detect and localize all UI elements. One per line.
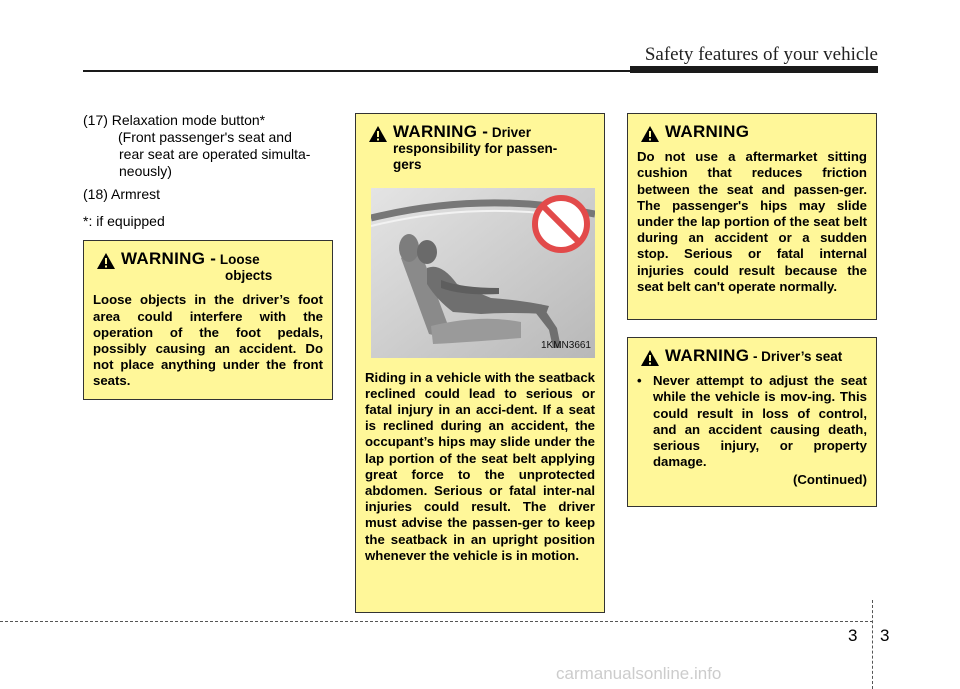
header-rule-accent (630, 66, 878, 73)
warning-text: Never attempt to adjust the seat while the vehicle is mov-ing. This could result in loss of control, and an accident causing death, serious injury, or property damage. (653, 373, 867, 470)
warning-subtitle: - Driver’s seat (752, 349, 843, 364)
warning-text: Do not use a aftermarket sitting cushion that reduces friction between the seat and passen-ger. The passenger's hips may slide under the lap portion of the seat belt during an accident or a sudden stop. Serious or fatal internal injuries could result because the seat belt can't operate normally. (637, 149, 867, 294)
warning-subtitle: Driver (491, 125, 531, 140)
intro-item-17: (17) Relaxation mode button* (83, 112, 266, 128)
warning-box-cushion (627, 113, 877, 320)
warning-label: WARNING (665, 122, 750, 141)
reclined-passenger-figure (371, 188, 595, 358)
footer-rule (0, 621, 873, 622)
page-number: 3 (880, 626, 890, 645)
continued-note: (Continued) (793, 472, 867, 488)
warning-box-driver-responsibility (355, 113, 605, 613)
warning-label: WARNING - (393, 122, 489, 141)
figure-id: 1KMN3661 (540, 340, 591, 352)
warning-heading (637, 124, 867, 141)
warning-heading (637, 348, 867, 365)
reclined-seat-illustration (371, 188, 595, 358)
warning-subtitle: Loose (219, 252, 260, 267)
warning-box-loose-objects (83, 240, 333, 400)
warning-triangle-icon (97, 253, 115, 269)
warning-text: Riding in a vehicle with the seatback reclined could lead to serious or fatal injury in an acci-dent. If a seat is reclined during an accident, the occupant’s hips may slide under the lap portion of the seat belt applying great force to the unprotected abdomen. Serious or fatal inter-nal injuries could result. The driver must advise the passen-ger to keep the seatback in an upright position whenever the vehicle is in motion. (365, 369, 595, 563)
watermark: carmanualsonline.info (556, 664, 722, 683)
warning-text: Loose objects in the driver’s foot area could interfere with the operation of the foot pedals, possibly causing an accident. Do not place anything under the front seats. (93, 292, 323, 389)
page-header-title: Safety features of your vehicle (644, 44, 878, 65)
intro-item-17-line2: (Front passenger's seat and (118, 129, 292, 145)
warning-triangle-icon (369, 126, 387, 142)
warning-box-drivers-seat (627, 337, 877, 507)
intro-item-17-line4: neously) (119, 163, 172, 179)
chapter-number: 3 (848, 626, 858, 645)
warning-triangle-icon (641, 126, 659, 142)
intro-footnote: *: if equipped (83, 213, 165, 229)
intro-list (83, 112, 343, 230)
warning-bullet-item (637, 373, 867, 470)
bullet-marker: • (637, 373, 642, 389)
warning-subtitle-line3: gers (393, 157, 422, 173)
intro-item-17-line3: rear seat are operated simulta- (119, 146, 311, 162)
warning-subtitle-line2: objects (225, 268, 273, 284)
warning-heading (93, 251, 323, 284)
intro-item-18: (18) Armrest (83, 186, 161, 202)
warning-heading (365, 124, 595, 174)
footer-divider (872, 600, 873, 689)
warning-subtitle-line2: responsibility for passen- (393, 141, 558, 157)
warning-label: WARNING - (121, 249, 217, 268)
warning-label: WARNING (665, 346, 750, 365)
warning-triangle-icon (641, 350, 659, 366)
